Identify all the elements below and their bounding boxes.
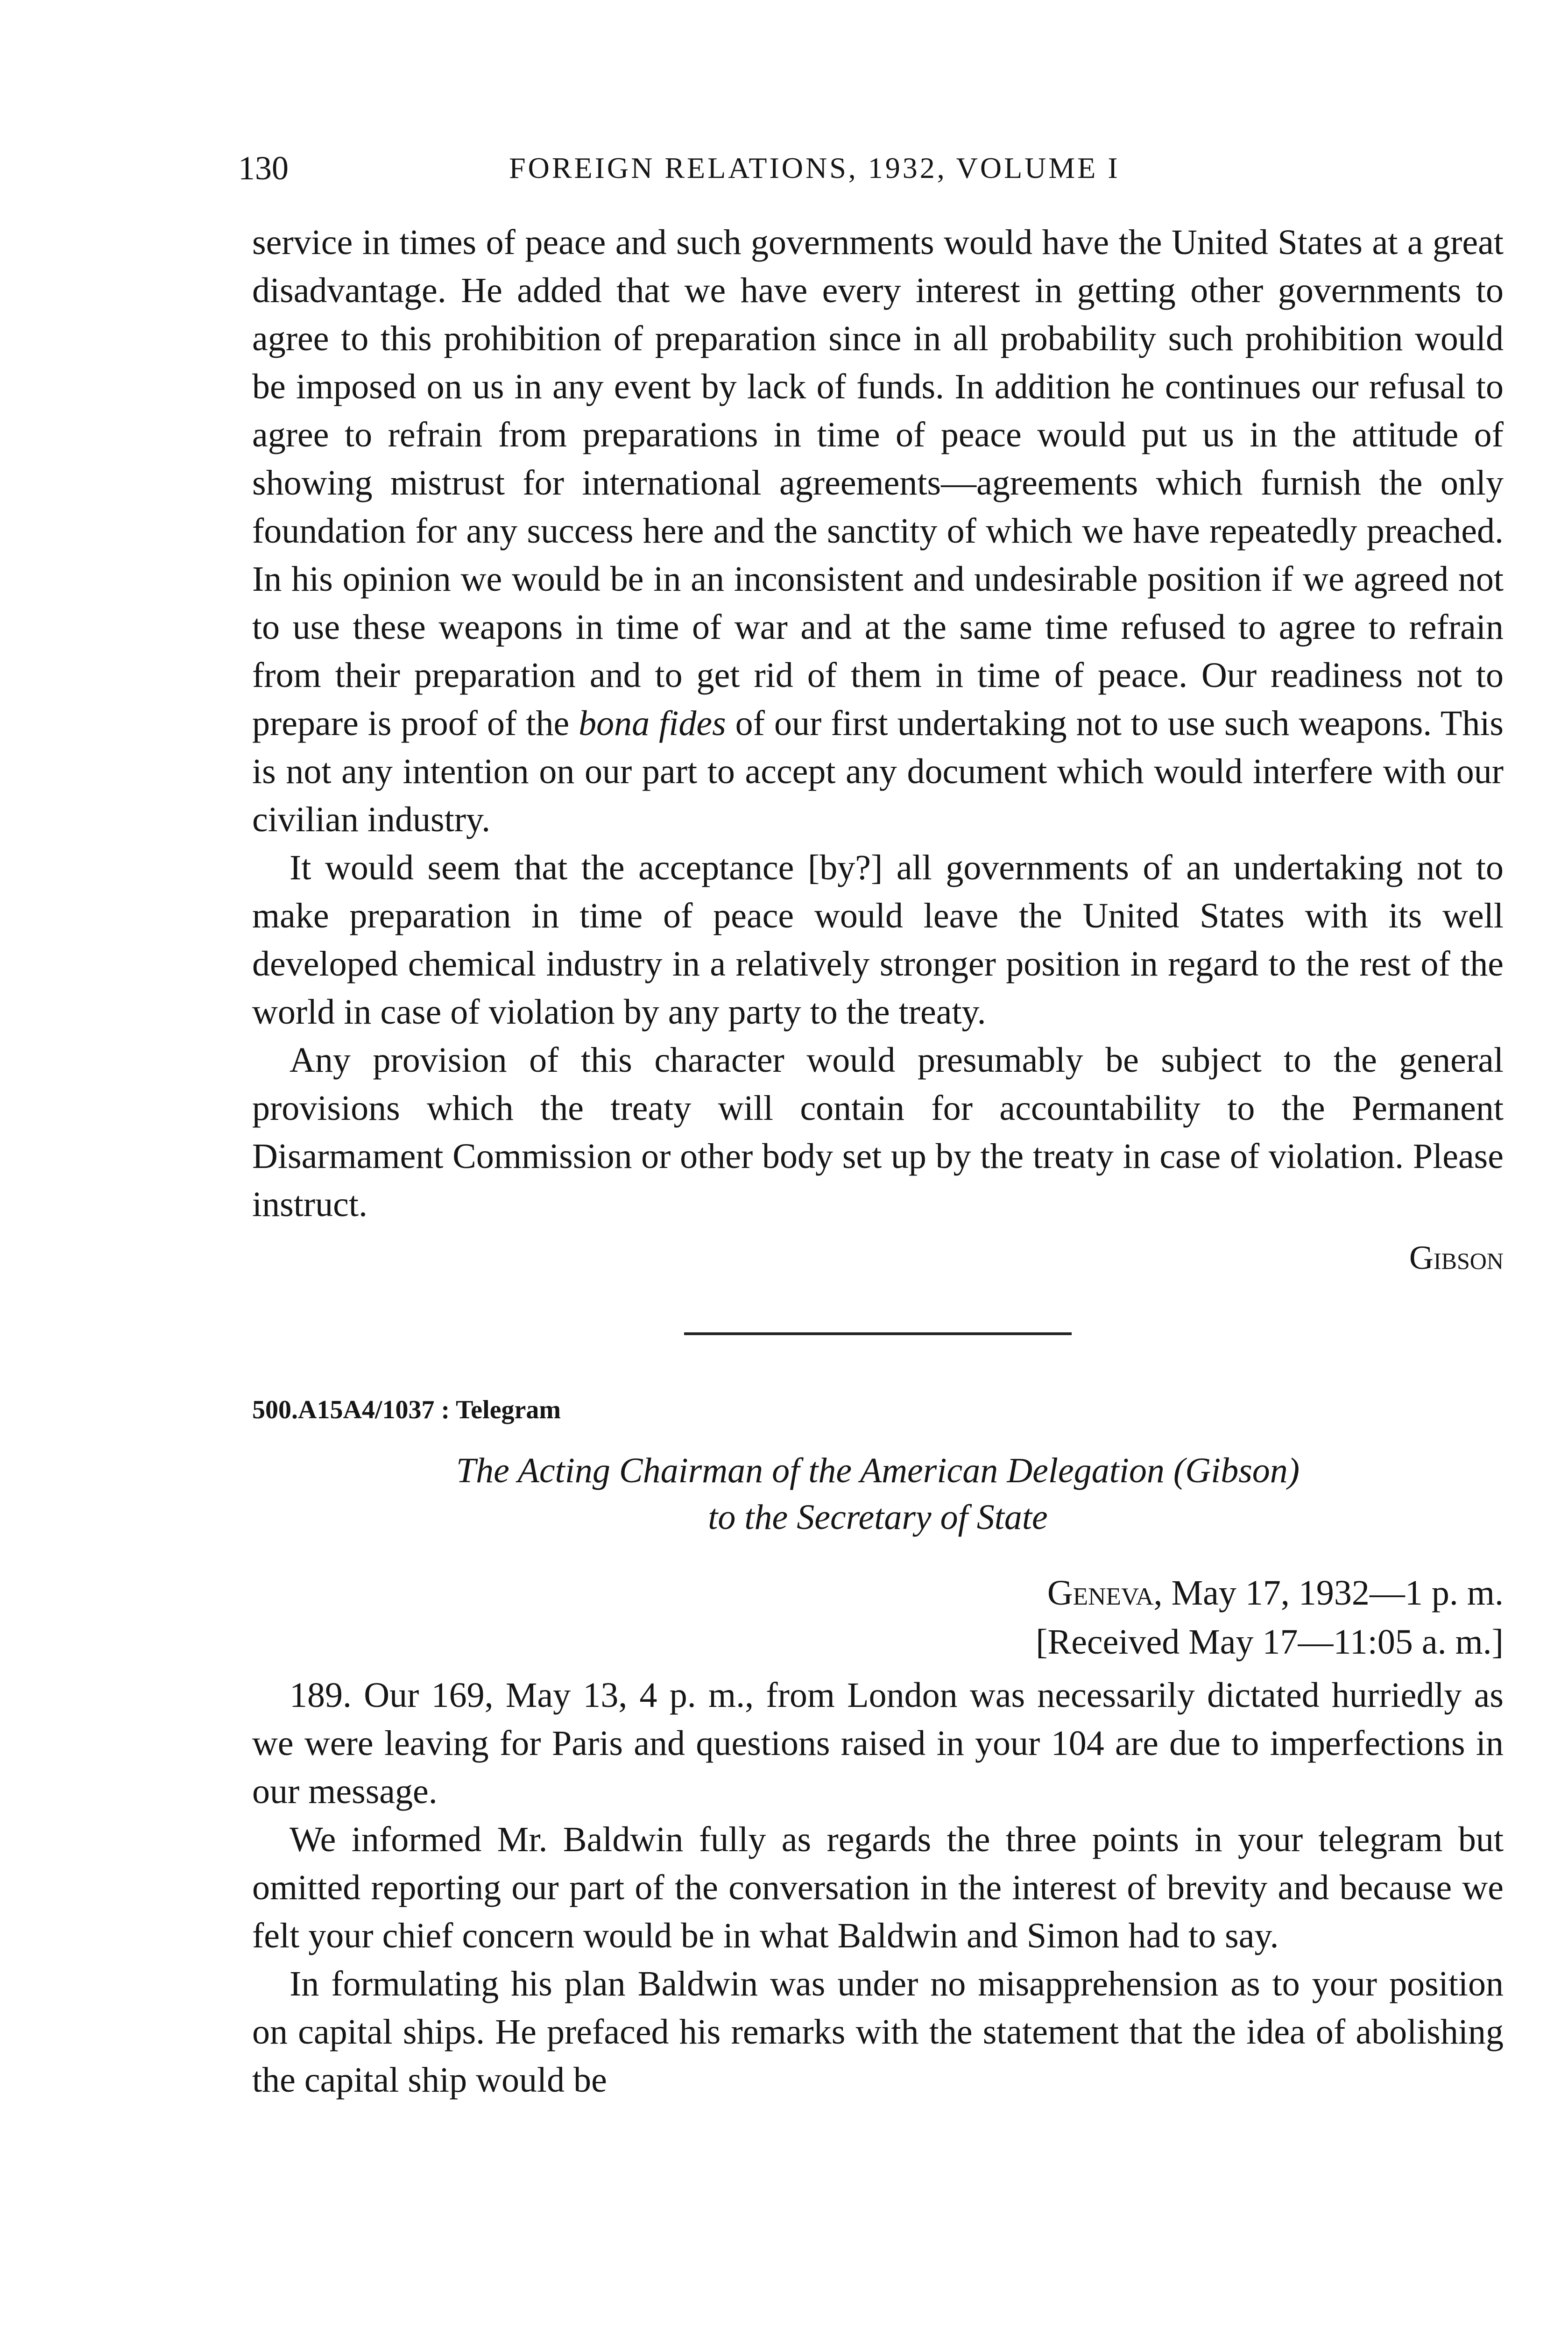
dateline-place: Geneva, <box>1047 1573 1163 1613</box>
dateline-date: May 17, 1932—1 p. m. <box>1171 1573 1504 1613</box>
paragraph-text: service in times of peace and such governments would have the United States at a great disadvantage. He added that we have every interest in getting other governments to agree to this prohibition of preparation since in all probability such prohibition would be imposed on us in any event by lack of funds. In addition he continues our refusal to agree to refrain from preparations in time of peace would put us in the attitude of showing mistrust for international agreements—agreements which furnish the only foundation for any success here and the sanctity of which we have repeatedly preached. In his opinion we would be in an inconsistent and undesirable position if we agreed not to use these weapons in time of war and at the same time refused to agree to refrain from their preparation and to get rid of them in time of peace. Our readiness not to prepare is proof of the <box>252 223 1504 743</box>
heading-line: to the Secretary of State <box>708 1498 1048 1537</box>
section-divider <box>684 1332 1072 1335</box>
dateline <box>252 1569 1504 1618</box>
paragraph: It would seem that the acceptance [by?] all governments of an undertaking not to make preparation in time of peace would leave the United States with its well developed chemical industry in a relatively stronger position in regard to the rest of the world in case of violation by any party to the treaty. <box>252 848 1504 1032</box>
page-number: 130 <box>238 149 289 187</box>
running-title: FOREIGN RELATIONS, 1932, VOLUME I <box>509 151 1120 184</box>
paragraph-text: of our first undertaking not to use such weapons. This is not any intention on our part to accept any document which would interfere with our civilian industry. <box>252 704 1504 839</box>
document-page <box>238 140 1504 2104</box>
running-head <box>238 140 1504 196</box>
continued-paragraph <box>252 219 1504 844</box>
signature: Gibson <box>1409 1239 1504 1276</box>
paragraph: In formulating his plan Baldwin was under no misapprehension as to your position on capital ships. He prefaced his remarks with the statement that the idea of abolishing the capital ship would be <box>252 1964 1504 2100</box>
file-reference: 500.A15A4/1037 : Telegram <box>252 1395 561 1424</box>
paragraph: We informed Mr. Baldwin fully as regards the three points in your telegram but omitted reporting our part of the conversation in the interest of brevity and because we felt your chief concern would be in what Baldwin and Simon had to say. <box>252 1820 1504 1955</box>
heading-line: The Acting Chairman of the American Delegation (Gibson) <box>456 1451 1300 1490</box>
received-note: [Received May 17—11:05 a. m.] <box>1036 1622 1504 1662</box>
document-heading <box>252 1447 1504 1541</box>
italic-phrase: bona fides <box>579 704 726 743</box>
paragraph: 189. Our 169, May 13, 4 p. m., from London was necessarily dictated hurriedly as we were leaving for Paris and questions raised in your 104 are due to imperfections in our message. <box>252 1676 1504 1811</box>
paragraph: Any provision of this character would presumably be subject to the general provisions which the treaty will contain for accountability to the Permanent Disarmament Commission or other body set up by the treaty in case of violation. Please instruct. <box>252 1040 1504 1224</box>
